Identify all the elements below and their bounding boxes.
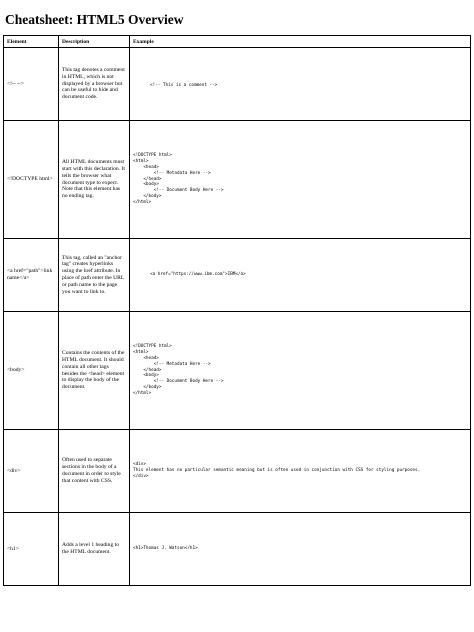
description-cell: Often used to separate sections in the body of a document in order to style that content with CSS. [59,430,130,513]
element-cell: <div> [4,430,59,513]
example-cell [130,121,471,239]
example-cell [130,513,471,586]
column-header-element: Element [4,36,59,48]
description-cell: All HTML documents must start with this declaration. It tells the browser what document type to expect. Note that this element has no ending tag. [59,121,130,239]
description-cell: This tag denotes a comment in HTML, which is not displayed by a browser but can be useful to hide and document code. [59,48,130,121]
element-cell: <h1> [4,513,59,586]
table-row [4,513,471,586]
code-example: <!DOCTYPE html> <html> <head> <!-- Metadata Here --> </head> <body> <!-- Document Body Here --> </body> </html> [133,343,224,397]
element-cell: <!DOCTYPE html> [4,121,59,239]
description-cell: This tag, called an "anchor tag" creates hyperlinks using the href attribute. In place of path enter the URL or path name to the page you want to link to. [59,239,130,312]
element-cell: <body> [4,312,59,430]
code-example: <h1>Thomas J. Watson</h1> [133,546,198,552]
example-cell [130,312,471,430]
table-row [4,48,471,121]
table-row [4,312,471,430]
cheatsheet-table [3,35,471,586]
element-cell: <!-- --> [4,48,59,121]
code-example: <div> This element has no particular semantic meaning but is often used in conjunction with CSS for styling purposes. </div> [133,462,421,479]
example-cell [130,48,471,121]
description-cell: Contains the contents of the HTML document. It should contain all other tags besides the <head> element to display the body of the document. [59,312,130,430]
code-example: <a href="https://www.ibm.com">IBM</a> [150,272,246,278]
table-row [4,430,471,513]
code-example: <!-- This is a comment --> [150,82,218,88]
table-row [4,121,471,239]
page-title: Cheatsheet: HTML5 Overview [5,12,184,27]
example-cell [130,430,471,513]
example-cell [130,239,471,312]
table-header-row [4,36,471,48]
code-example: <!DOCTYPE html> <html> <head> <!-- Metadata Here --> </head> <body> <!-- Document Body Here --> </body> </html> [133,152,224,206]
table-row [4,239,471,312]
description-cell: Adds a level 1 heading to the HTML document. [59,513,130,586]
column-header-example: Example [130,36,471,48]
column-header-description: Description [59,36,130,48]
element-cell: <a href="path">link name</a> [4,239,59,312]
